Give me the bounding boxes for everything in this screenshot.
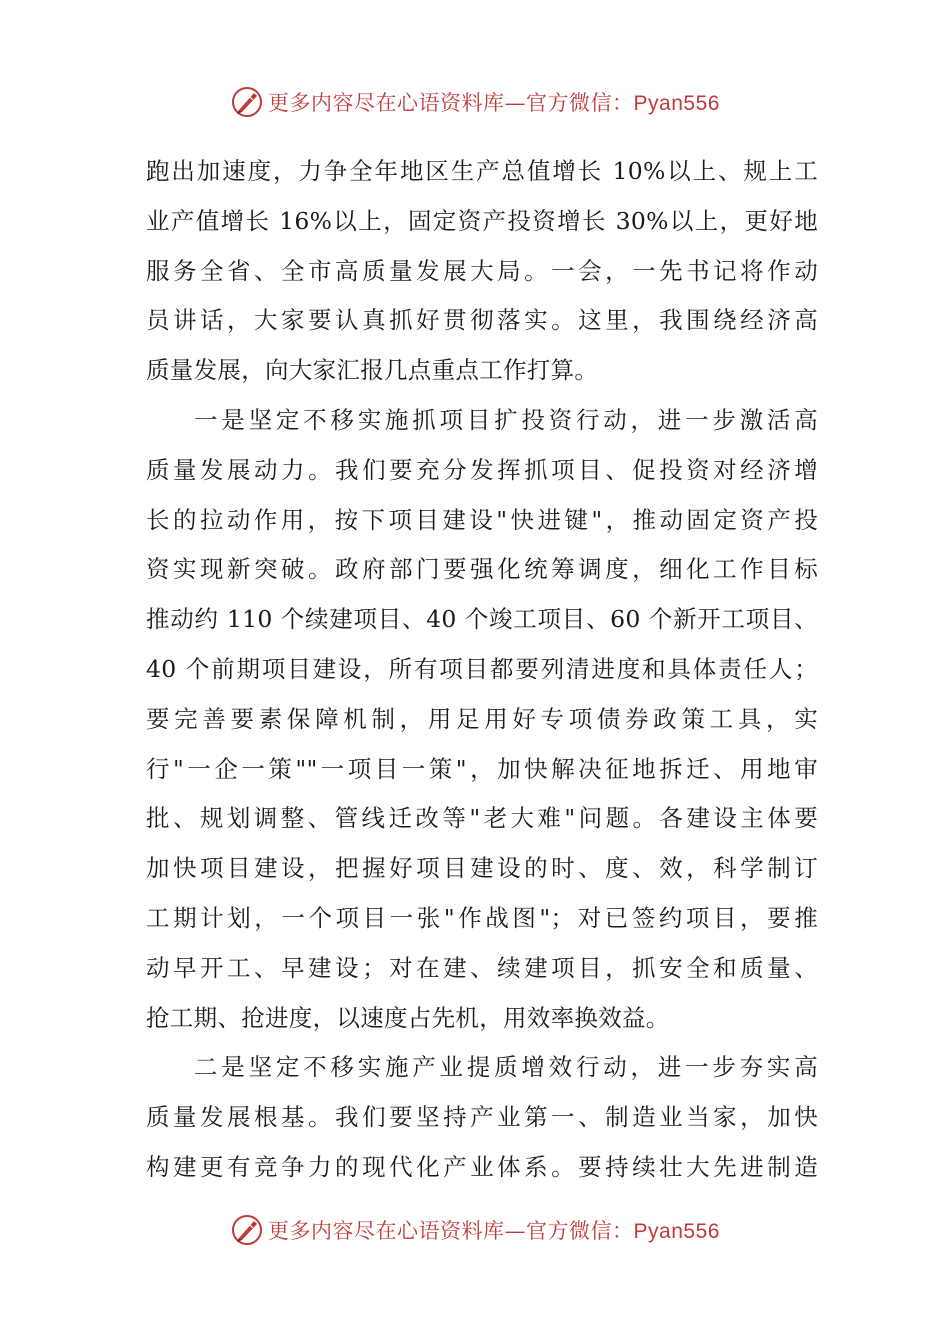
text-line: 构建更有竞争力的现代化产业体系。要持续壮大先进制造 [146,1152,818,1181]
text-line: 长的拉动作用，按下项目建设"快进键"，推动固定资产投 [146,505,818,534]
text-line: 要完善要素保障机制，用足用好专项债券政策工具，实 [146,704,818,733]
text-line: 40 个前期项目建设，所有项目都要列清进度和具体责任人； [146,654,818,683]
text-line: 资实现新突破。政府部门要强化统筹调度，细化工作目标 [146,555,818,584]
text-line: 质量发展动力。我们要充分发挥抓项目、促投资对经济增 [146,455,818,484]
text-line: 服务全省、全市高质量发展大局。一会，一先书记将作动 [146,256,818,285]
banner-text: 更多内容尽在心语资料库—官方微信：Pyan556 [268,1219,720,1243]
text-line: 动早开工、早建设；对在建、续建项目，抓安全和质量、 [146,953,818,982]
text-line: 一是坚定不移实施抓项目扩投资行动，进一步激活高 [194,405,818,434]
text-line: 员讲话，大家要认真抓好贯彻落实。这里，我围绕经济高 [146,306,818,335]
text-line: 加快项目建设，把握好项目建设的时、度、效，科学制订 [146,854,818,883]
quill-pen-logo-icon [230,85,264,119]
text-line: 二是坚定不移实施产业提质增效行动，进一步夯实高 [194,1053,818,1082]
banner-text: 更多内容尽在心语资料库—官方微信：Pyan556 [268,91,720,115]
text-line: 质量发展，向大家汇报几点重点工作打算。 [146,356,599,385]
text-line: 跑出加速度，力争全年地区生产总值增长 10%以上、规上工 [146,157,818,185]
document-body [146,147,818,1193]
footer-banner [0,1210,950,1250]
text-line: 工期计划，一个项目一张"作战图"；对已签约项目，要推 [146,903,818,932]
text-line: 业产值增长 16%以上，固定资产投资增长 30%以上，更好地 [146,206,818,235]
text-line: 质量发展根基。我们要坚持产业第一、制造业当家，加快 [146,1103,818,1132]
text-line: 行"一企一策""一项目一策"，加快解决征地拆迁、用地审 [146,754,818,783]
text-line: 推动约 110 个续建项目、40 个竣工项目、60 个新开工项目、 [146,605,818,634]
header-banner [0,82,950,122]
text-line: 抢工期、抢进度，以速度占先机，用效率换效益。 [146,1003,670,1032]
text-line: 批、规划调整、管线迁改等"老大难"问题。各建设主体要 [146,804,818,833]
quill-pen-logo-icon [230,1213,264,1247]
